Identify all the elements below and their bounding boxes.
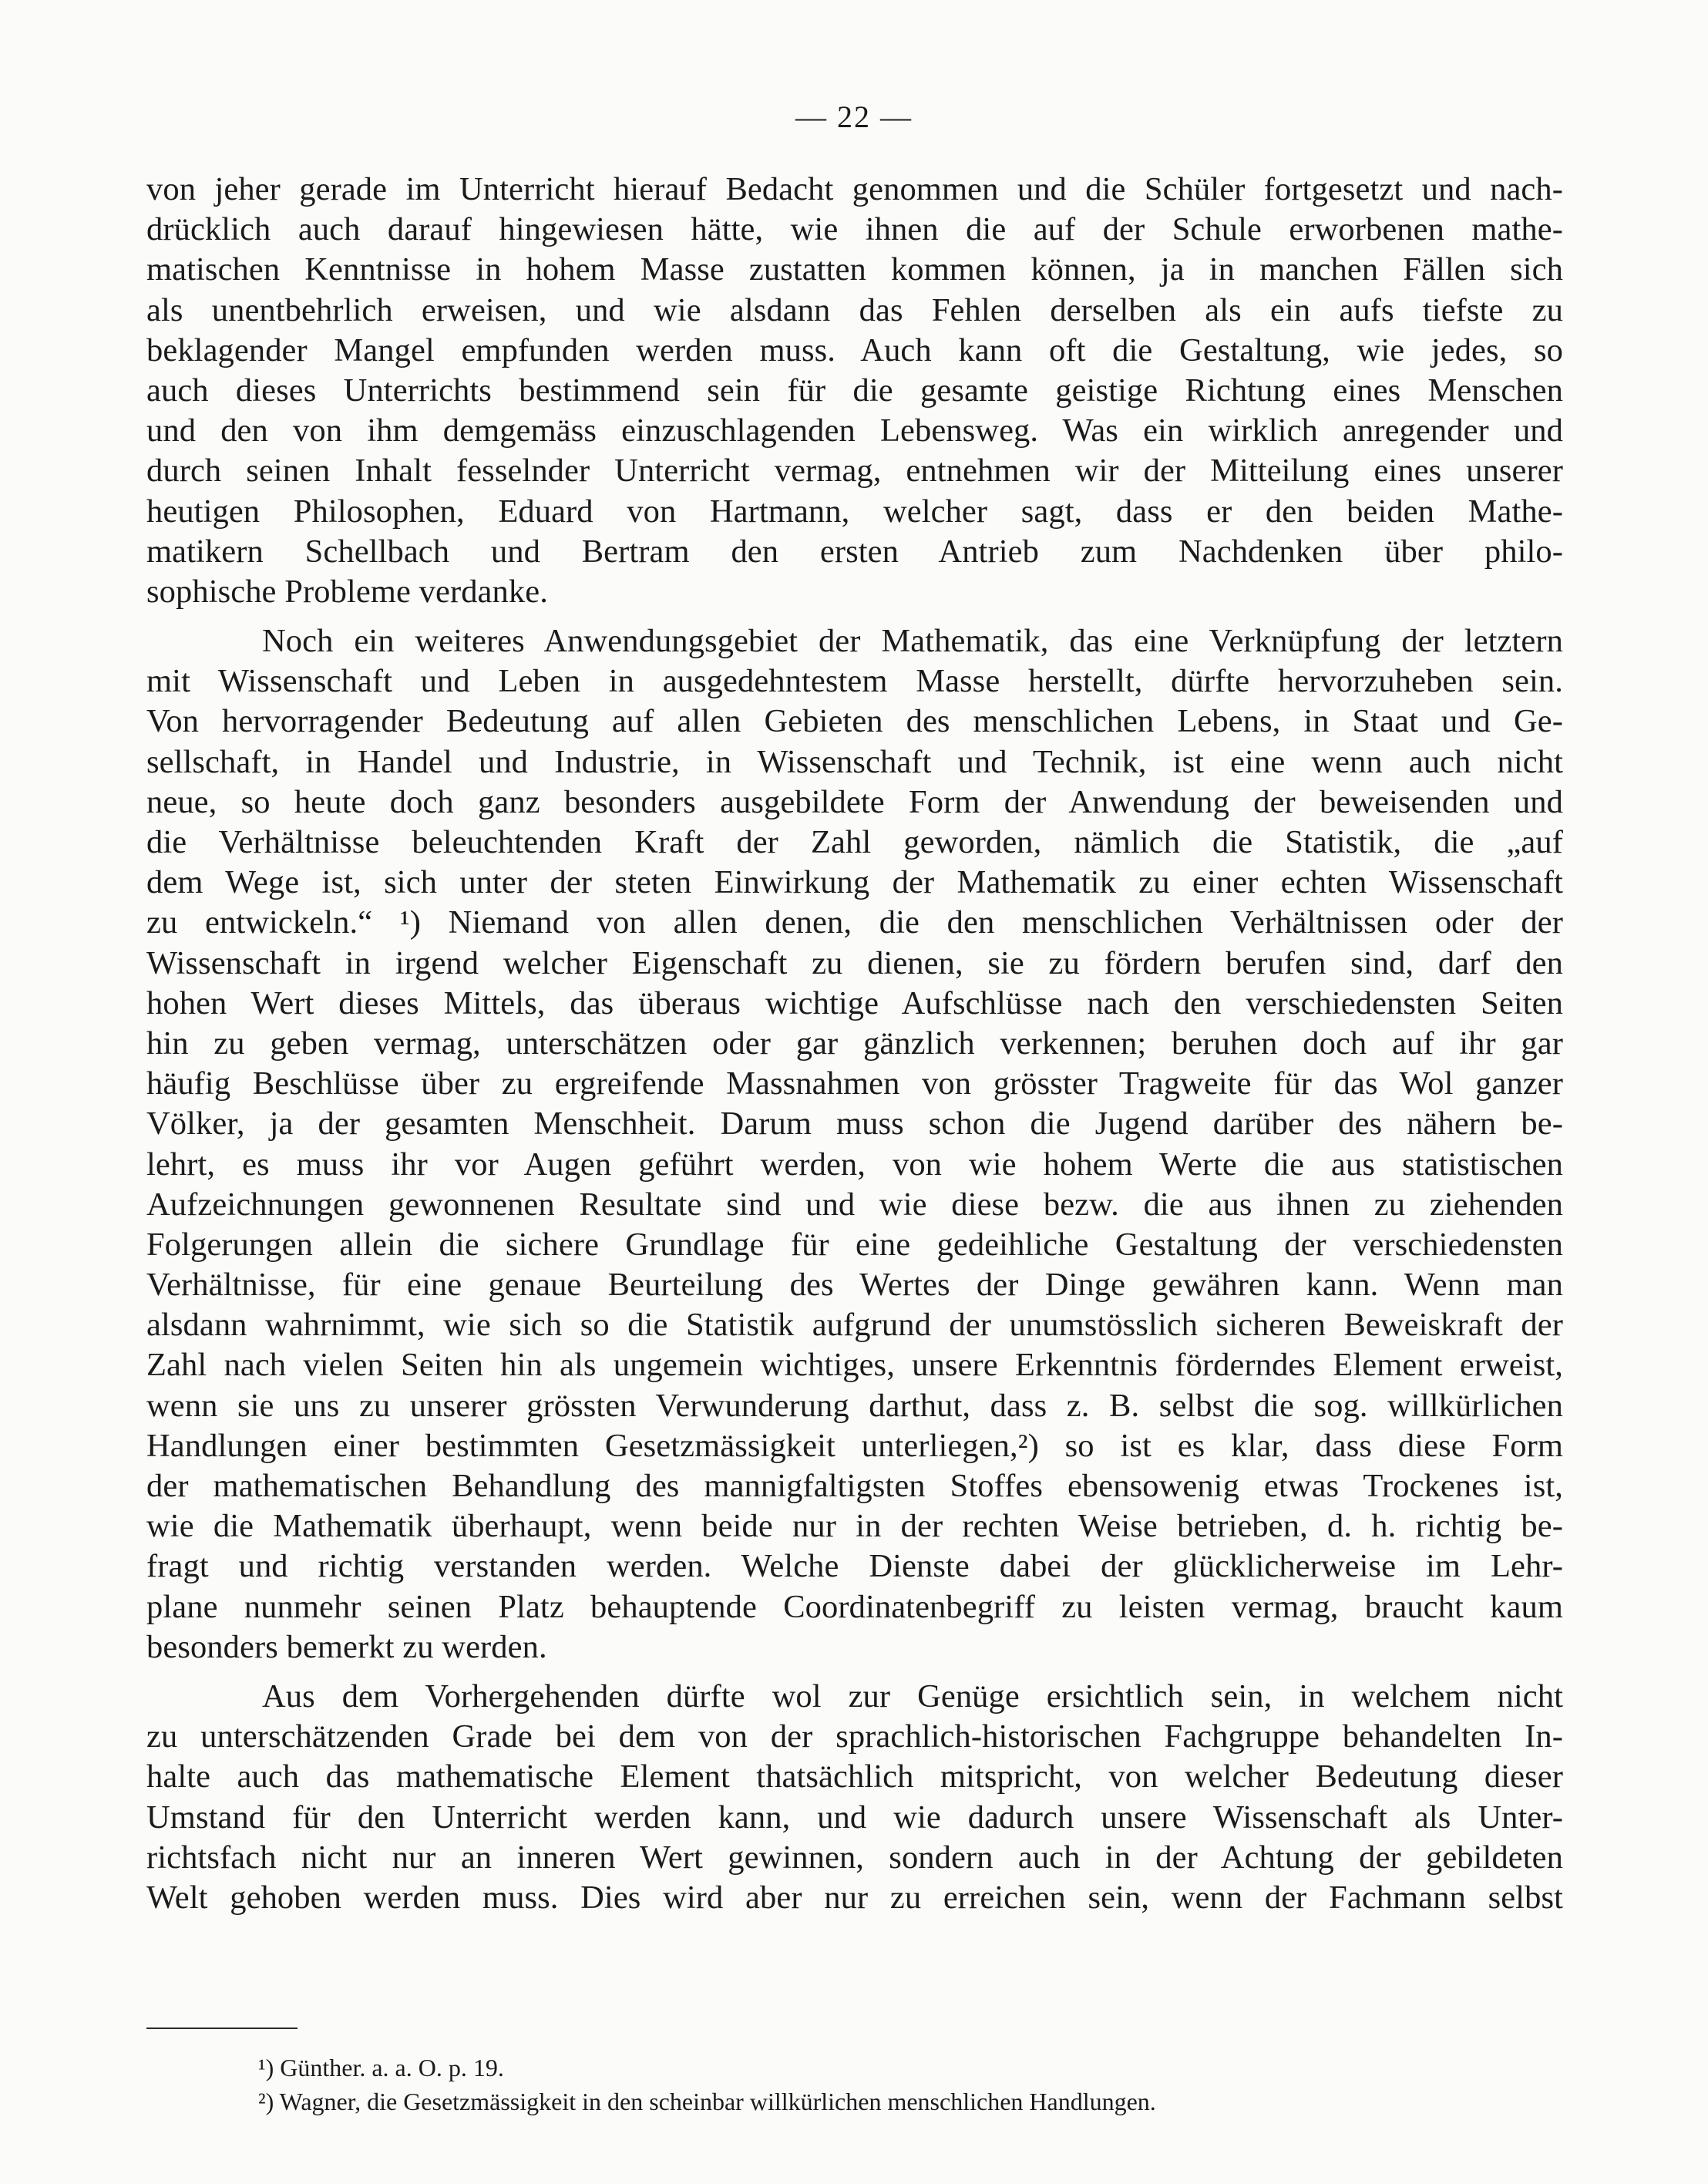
paragraph-gap (146, 612, 1563, 621)
text-line: mit Wissenschaft und Leben in ausgedehntestem Masse herstellt, dürfte hervorzuheben sein. (146, 663, 1563, 700)
text-line: matischen Kenntnisse in hohem Masse zustatten kommen können, ja in manchen Fällen sich (146, 251, 1563, 288)
text-line: Verhältnisse, für eine genaue Beurteilung des Wertes der Dinge gewähren kann. Wenn man (146, 1267, 1563, 1304)
text-line: Folgerungen allein die sichere Grundlage für eine gedeihliche Gestaltung der verschiedensten (146, 1226, 1563, 1263)
text-line: Aufzeichnungen gewonnenen Resultate sind und wie diese bezw. die aus ihnen zu ziehenden (146, 1186, 1563, 1223)
text-line: und den von ihm demgemäss einzuschlagenden Lebensweg. Was ein wirklich anregender und (146, 412, 1563, 449)
text-line: zu unterschätzenden Grade bei dem von der sprachlich-historischen Fachgruppe behandelten In- (146, 1718, 1563, 1755)
paragraph-3 (146, 1677, 1563, 1918)
text-line: auch dieses Unterrichts bestimmend sein für die gesamte geistige Richtung eines Menschen (146, 372, 1563, 409)
text-line: lehrt, es muss ihr vor Augen geführt werden, von wie hohem Werte die aus statistischen (146, 1146, 1563, 1183)
text-line: Wissenschaft in irgend welcher Eigenschaft zu dienen, sie zu fördern berufen sind, darf den (146, 944, 1563, 981)
text-line: matikern Schellbach und Bertram den ersten Antrieb zum Nachdenken über philo- (146, 533, 1563, 570)
footnotes (258, 2051, 1568, 2118)
footnote-2: ²) Wagner, die Gesetzmässigkeit in den scheinbar willkürlichen menschlichen Handlungen. (258, 2088, 1156, 2115)
text-line: Noch ein weiteres Anwendungsgebiet der Mathematik, das eine Verknüpfung der letztern (262, 623, 1563, 660)
text-line: Aus dem Vorhergehenden dürfte wol zur Genüge ersichtlich sein, in welchem nicht (262, 1678, 1563, 1715)
footnote-divider (146, 2028, 298, 2029)
text-line: der mathematischen Behandlung des mannigfaltigsten Stoffes ebensowenig etwas Trockenes ist, (146, 1468, 1563, 1504)
text-line: neue, so heute doch ganz besonders ausgebildete Form der Anwendung der beweisenden und (146, 783, 1563, 820)
text-line: halte auch das mathematische Element thatsächlich mitspricht, von welcher Bedeutung dieser (146, 1758, 1563, 1795)
text-line: Handlungen einer bestimmten Gesetzmässigkeit unterliegen,²) so ist es klar, dass diese Form (146, 1427, 1563, 1464)
text-line: hohen Wert dieses Mittels, das überaus wichtige Aufschlüsse nach den verschiedensten Seiten (146, 984, 1563, 1021)
text-line: Völker, ja der gesamten Menschheit. Darum muss schon die Jugend darüber des nähern be- (146, 1105, 1563, 1142)
text-line: von jeher gerade im Unterricht hierauf Bedacht genommen und die Schüler fortgesetzt und nach- (146, 171, 1563, 207)
text-line: hin zu geben vermag, unterschätzen oder gar gänzlich verkennen; beruhen doch auf ihr gar (146, 1025, 1563, 1062)
text-line: fragt und richtig verstanden werden. Welche Dienste dabei der glücklicherweise im Lehr- (146, 1548, 1563, 1585)
text-line: wie die Mathematik überhaupt, wenn beide nur in der rechten Weise betrieben, d. h. richtig be- (146, 1508, 1563, 1545)
paragraph-gap (146, 1667, 1563, 1677)
text-line: als unentbehrlich erweisen, und wie alsdann das Fehlen derselben als ein aufs tiefste zu (146, 291, 1563, 328)
paragraph-2 (146, 621, 1563, 1667)
text-line: durch seinen Inhalt fesselnder Unterricht vermag, entnehmen wir der Mitteilung eines unserer (146, 453, 1563, 490)
text-line: sellschaft, in Handel und Industrie, in Wissenschaft und Technik, ist eine wenn auch nicht (146, 743, 1563, 780)
text-line: beklagender Mangel empfunden werden muss. Auch kann oft die Gestaltung, wie jedes, so (146, 331, 1563, 368)
text-line: dem Wege ist, sich unter der steten Einwirkung der Mathematik zu einer echten Wissenschaft (146, 864, 1563, 901)
text-line: drücklich auch darauf hingewiesen hätte, wie ihnen die auf der Schule erworbenen mathe- (146, 211, 1563, 248)
text-line: Umstand für den Unterricht werden kann, und wie dadurch unsere Wissenschaft als Unter- (146, 1799, 1563, 1836)
body-text (146, 170, 1563, 1918)
text-line: sophische Probleme verdanke. (146, 573, 548, 610)
text-line: plane nunmehr seinen Platz behauptende Coordinatenbegriff zu leisten vermag, braucht kaum (146, 1588, 1563, 1625)
text-line: häufig Beschlüsse über zu ergreifende Massnahmen von grösster Tragweite für das Wol ganzer (146, 1065, 1563, 1102)
text-line: Von hervorragender Bedeutung auf allen Gebieten des menschlichen Lebens, in Staat und Ge- (146, 703, 1563, 740)
text-line: heutigen Philosophen, Eduard von Hartmann, welcher sagt, dass er den beiden Mathe- (146, 493, 1563, 530)
page-number: — 22 — (795, 99, 913, 134)
footnote-1: ¹) Günther. a. a. O. p. 19. (258, 2054, 504, 2081)
paragraph-1 (146, 170, 1563, 612)
text-line: Zahl nach vielen Seiten hin als ungemein wichtiges, unsere Erkenntnis förderndes Element erweist, (146, 1347, 1563, 1384)
text-line: wenn sie uns zu unserer grössten Verwunderung darthut, dass z. B. selbst die sog. willkürlichen (146, 1387, 1563, 1424)
text-line: alsdann wahrnimmt, wie sich so die Statistik aufgrund der unumstösslich sicheren Beweiskraft der (146, 1307, 1563, 1344)
text-line: zu entwickeln.“ ¹) Niemand von allen denen, die den menschlichen Verhältnissen oder der (146, 904, 1563, 941)
text-line: Welt gehoben werden muss. Dies wird aber nur zu erreichen sein, wenn der Fachmann selbst (146, 1879, 1563, 1916)
text-line: richtsfach nicht nur an inneren Wert gewinnen, sondern auch in der Achtung der gebildeten (146, 1839, 1563, 1876)
text-line: besonders bemerkt zu werden. (146, 1628, 547, 1665)
text-line: die Verhältnisse beleuchtenden Kraft der Zahl geworden, nämlich die Statistik, die „auf (146, 824, 1563, 860)
